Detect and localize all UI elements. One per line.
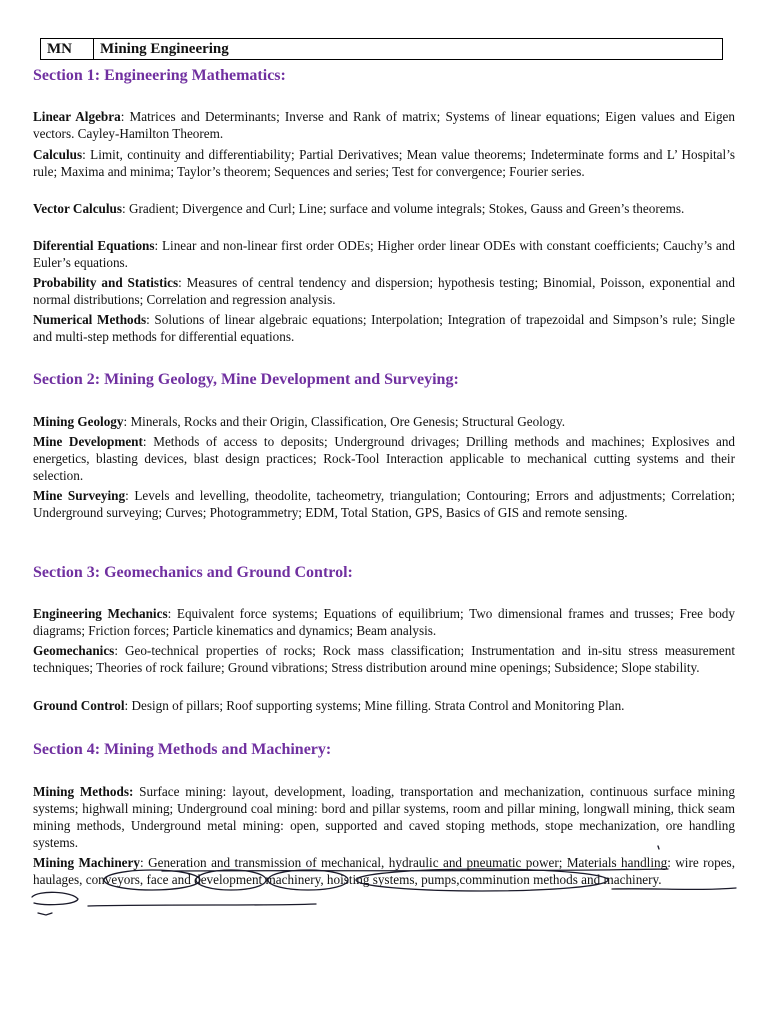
- topic-label: Probability and Statistics: [33, 275, 179, 290]
- handwritten-underline: [88, 904, 316, 906]
- topic-text: : Minerals, Rocks and their Origin, Classification, Ore Genesis; Structural Geology.: [123, 414, 566, 429]
- topic-text: : Equivalent force systems; Equations of equilibrium; Two dimensional frames and trusses; Free body diagrams; Friction forces; Particle kinematics and dynamics; Beam analysis.: [33, 606, 735, 638]
- topic-label: Mining Methods:: [33, 784, 134, 799]
- topic-label: Ground Control: [33, 698, 125, 713]
- topic-paragraph: [33, 237, 735, 271]
- handwritten-tick: [38, 913, 52, 915]
- subject-header-table: [40, 38, 723, 60]
- topic-label: Engineering Mechanics: [33, 606, 168, 621]
- section-heading: Section 1: Engineering Mathematics:: [33, 67, 286, 84]
- topic-paragraph: [33, 854, 735, 888]
- topic-paragraph: [33, 783, 735, 851]
- handwritten-circle: [32, 892, 78, 904]
- topic-text: : Geo-technical properties of rocks; Rock mass classification; Instrumentation and in-situ stress measurement techniques; Theories of rock failure; Ground vibrations; Stress distribution around mine openings; Subsidence; Slope stability.: [33, 643, 735, 675]
- topic-paragraph: [33, 108, 735, 142]
- topic-label: Linear Algebra: [33, 109, 121, 124]
- subject-title: Mining Engineering: [100, 41, 229, 57]
- topic-text: : Matrices and Determinants; Inverse and Rank of matrix; Systems of linear equations; Eigen values and Eigen vectors. Cayley-Hamilton Theorem.: [33, 109, 735, 141]
- topic-label: Mining Geology: [33, 414, 124, 429]
- topic-text: : Solutions of linear algebraic equations; Interpolation; Integration of trapezoidal and Simpson’s rule; Single and multi-step methods for differential equations.: [33, 312, 735, 344]
- topic-text: : Generation and transmission of mechanical, hydraulic and pneumatic power; Materials handling: wire ropes, haulages, conveyors, face and development machinery, hoisting systems, pumps,comminution methods and machinery.: [33, 855, 735, 887]
- topic-text: Surface mining: layout, development, loading, transportation and mechanization, continuous surface mining systems; highwall mining; Underground coal mining: bord and pillar systems, room and pillar mining, longwall mining, thick seam mining methods, Underground metal mining: open, supported and caved stoping methods, stope mechanization, ore handling systems.: [33, 784, 735, 850]
- handwritten-underline: [612, 888, 736, 889]
- topic-label: Mine Surveying: [33, 488, 126, 503]
- subject-code: MN: [41, 39, 94, 59]
- topic-paragraph: [33, 487, 735, 521]
- topic-paragraph: [33, 642, 735, 676]
- topic-text: : Limit, continuity and differentiability; Partial Derivatives; Mean value theorems; Indeterminate forms and L’ Hospital’s rule; Maxima and minima; Taylor’s theorem; Sequences and series; Test for convergence; Fourier series.: [33, 147, 735, 179]
- topic-text: : Levels and levelling, theodolite, tacheometry, triangulation; Contouring; Errors and adjustments; Correlation; Underground surveying; Curves; Photogrammetry; EDM, Total Station, GPS, Basics of GIS and remote sensing.: [33, 488, 735, 520]
- topic-text: : Design of pillars; Roof supporting systems; Mine filling. Strata Control and Monitoring Plan.: [124, 698, 625, 713]
- section-heading: Section 4: Mining Methods and Machinery:: [33, 741, 332, 758]
- topic-paragraph: [33, 311, 735, 345]
- topic-text: : Measures of central tendency and dispersion; hypothesis testing; Binomial, Poisson, exponential and normal distributions; Correlation and regression analysis.: [33, 275, 735, 307]
- topic-label: Calculus: [33, 147, 83, 162]
- section-heading: Section 3: Geomechanics and Ground Control:: [33, 564, 353, 581]
- topic-paragraph: [33, 605, 735, 639]
- topic-paragraph: [33, 413, 735, 430]
- topic-label: Diferential Equations: [33, 238, 155, 253]
- topic-text: : Gradient; Divergence and Curl; Line; surface and volume integrals; Stokes, Gauss and Green’s theorems.: [122, 201, 685, 216]
- topic-label: Mine Development: [33, 434, 143, 449]
- topic-label: Numerical Methods: [33, 312, 147, 327]
- topic-text: : Methods of access to deposits; Underground drivages; Drilling methods and machines; Explosives and energetics, blasting devices, blast design practices; Rock-Tool Interaction applicable to mechanical cutting systems and their selection.: [33, 434, 736, 483]
- section-heading: Section 2: Mining Geology, Mine Development and Surveying:: [33, 371, 459, 388]
- topic-label: Geomechanics: [33, 643, 115, 658]
- topic-label: Vector Calculus: [33, 201, 123, 216]
- topic-paragraph: [33, 146, 735, 180]
- topic-paragraph: [33, 200, 735, 217]
- topic-paragraph: [33, 274, 735, 308]
- topic-text: : Linear and non-linear first order ODEs; Higher order linear ODEs with constant coefficients; Cauchy’s and Euler’s equations.: [33, 238, 735, 270]
- topic-paragraph: [33, 433, 735, 484]
- topic-label: Mining Machinery: [33, 855, 140, 870]
- topic-paragraph: [33, 697, 735, 714]
